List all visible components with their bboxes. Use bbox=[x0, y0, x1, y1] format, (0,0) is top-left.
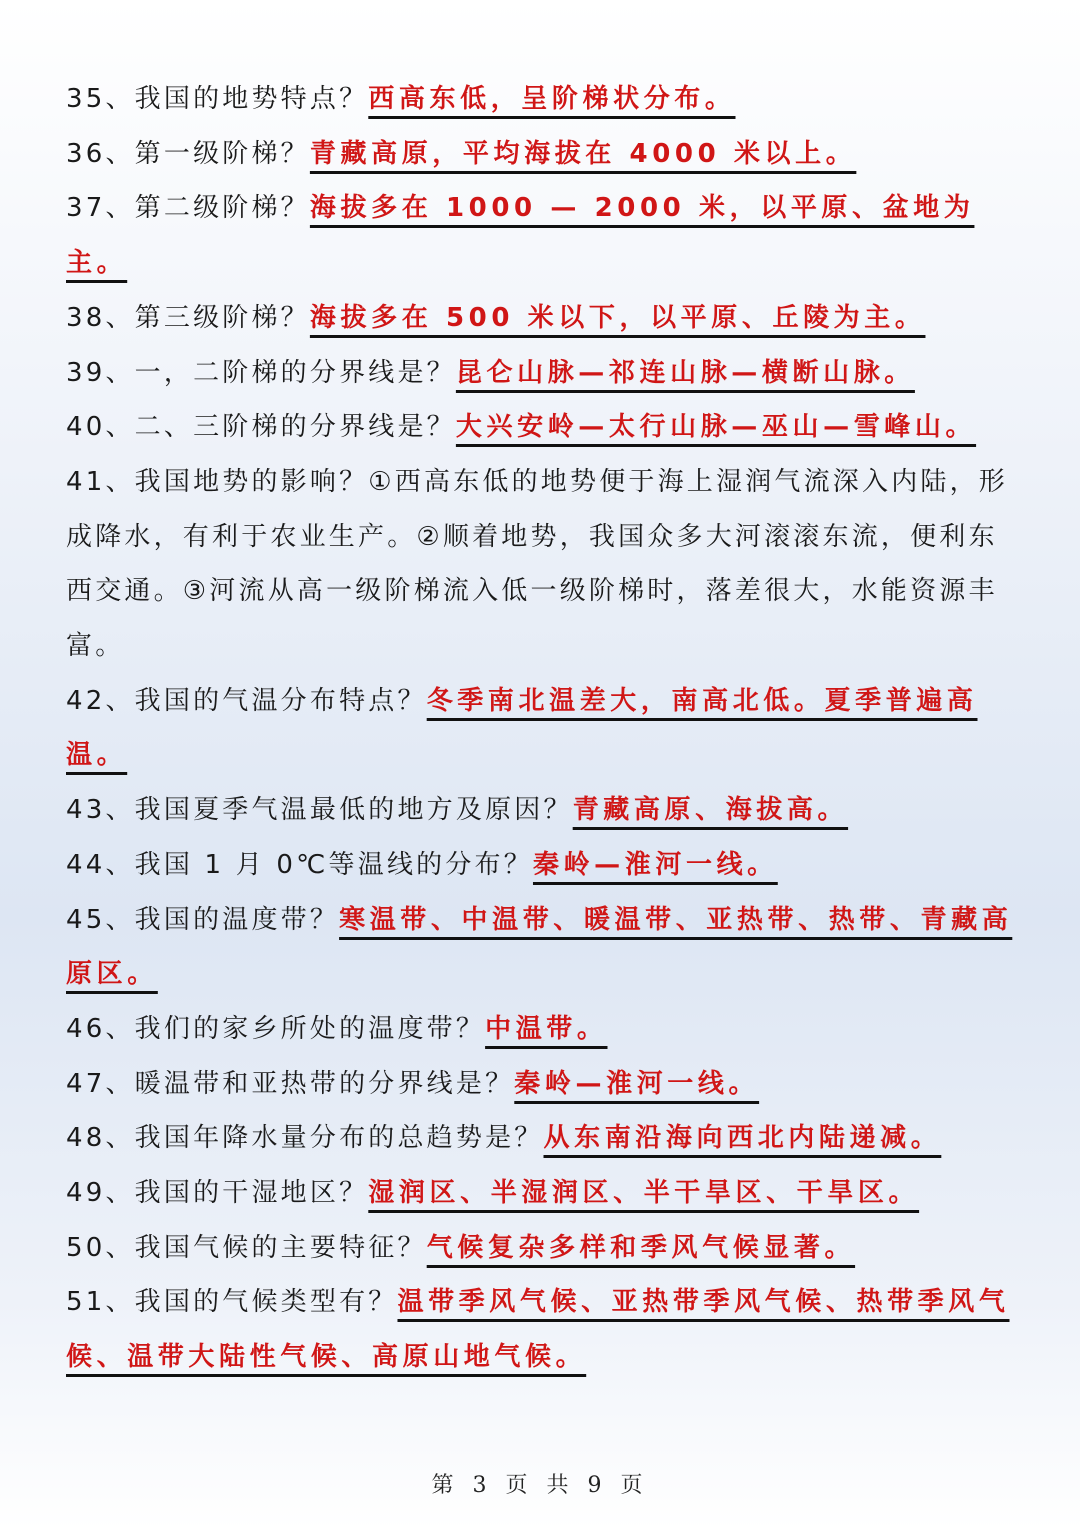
answer-35: 西高东低，呈阶梯状分布。 bbox=[368, 84, 736, 114]
question-42: 42、我国的气温分布特点？ bbox=[66, 685, 427, 716]
qa-item-37 bbox=[66, 181, 1014, 290]
qa-item-48 bbox=[66, 1111, 1014, 1166]
question-36: 36、第一级阶梯？ bbox=[66, 138, 310, 169]
qa-item-40 bbox=[66, 400, 1014, 455]
qa-item-41 bbox=[66, 455, 1014, 674]
answer-36: 青藏高原，平均海拔在 4000 米以上。 bbox=[309, 138, 857, 169]
qa-item-39 bbox=[66, 346, 1014, 401]
answer-46: 中温带。 bbox=[485, 1013, 608, 1044]
question-49: 49、我国的干湿地区？ bbox=[66, 1178, 369, 1209]
qa-item-36 bbox=[66, 127, 1014, 182]
qa-item-47 bbox=[66, 1057, 1014, 1112]
answer-47: 秦岭—淮河一线。 bbox=[514, 1068, 760, 1099]
qa-item-42 bbox=[66, 674, 1014, 783]
question-40: 40、二、三阶梯的分界线是？ bbox=[66, 412, 456, 443]
question-37: 37、第二级阶梯？ bbox=[66, 193, 310, 224]
qa-item-35 bbox=[66, 72, 1014, 127]
question-44: 44、我国 1 月 0℃等温线的分布？ bbox=[66, 849, 533, 880]
answer-50: 气候复杂多样和季风气候显著。 bbox=[426, 1232, 856, 1263]
answer-48: 从东南沿海向西北内陆递减。 bbox=[543, 1123, 942, 1154]
qa-item-49 bbox=[66, 1166, 1014, 1221]
qa-item-44 bbox=[66, 838, 1014, 893]
answer-51: 温带季风气候、亚热带季风气候、热带季风气候、温带大陆性气候、高原山地气候。 bbox=[66, 1287, 1010, 1373]
question-43: 43、我国夏季气温最低的地方及原因？ bbox=[66, 795, 573, 826]
answer-44: 秦岭—淮河一线。 bbox=[532, 849, 778, 880]
qa-list bbox=[66, 72, 1014, 1385]
question-50: 50、我国气候的主要特征？ bbox=[66, 1232, 427, 1263]
answer-49: 湿润区、半湿润区、半干旱区、干旱区。 bbox=[368, 1178, 920, 1209]
answer-39: 昆仑山脉—祁连山脉—横断山脉。 bbox=[455, 357, 915, 388]
answer-38: 海拔多在 500 米以下，以平原、丘陵为主。 bbox=[309, 302, 926, 333]
qa-item-45 bbox=[66, 893, 1014, 1002]
question-38: 38、第三级阶梯？ bbox=[66, 302, 310, 333]
qa-item-51 bbox=[66, 1275, 1014, 1384]
question-48: 48、我国年降水量分布的总趋势是？ bbox=[66, 1123, 544, 1154]
question-47: 47、暖温带和亚热带的分界线是？ bbox=[66, 1068, 515, 1099]
answer-43: 青藏高原、海拔高。 bbox=[572, 795, 849, 826]
page-footer: 第 3 页 共 9 页 bbox=[431, 1473, 649, 1498]
question-51: 51、我国的气候类型有？ bbox=[66, 1287, 398, 1318]
qa-item-43 bbox=[66, 783, 1014, 838]
question-45: 45、我国的温度带？ bbox=[66, 904, 340, 935]
answer-40: 大兴安岭—太行山脉—巫山—雪峰山。 bbox=[455, 412, 977, 443]
qa-item-38 bbox=[66, 291, 1014, 346]
answer-42: 冬季南北温差大，南高北低。夏季普遍高温。 bbox=[66, 685, 978, 771]
question-46: 46、我们的家乡所处的温度带？ bbox=[66, 1013, 486, 1044]
question-39: 39、一，二阶梯的分界线是？ bbox=[66, 357, 456, 388]
qa-item-46 bbox=[66, 1002, 1014, 1057]
answer-37: 海拔多在 1000 — 2000 米，以平原、盆地为主。 bbox=[66, 193, 975, 279]
question-41: 41、我国地势的影响？①西高东低的地势便于海上湿润气流深入内陆，形成降水，有利于农业生产。②顺着地势，我国众多大河滚滚东流，便利东西交通。③河流从高一级阶梯流入低一级阶梯时，落差很大，水能资源丰富。 bbox=[66, 466, 1008, 662]
question-35: 35、我国的地势特点？ bbox=[66, 84, 369, 114]
qa-item-50 bbox=[66, 1221, 1014, 1276]
answer-45: 寒温带、中温带、暖温带、亚热带、热带、青藏高原区。 bbox=[66, 904, 1013, 990]
